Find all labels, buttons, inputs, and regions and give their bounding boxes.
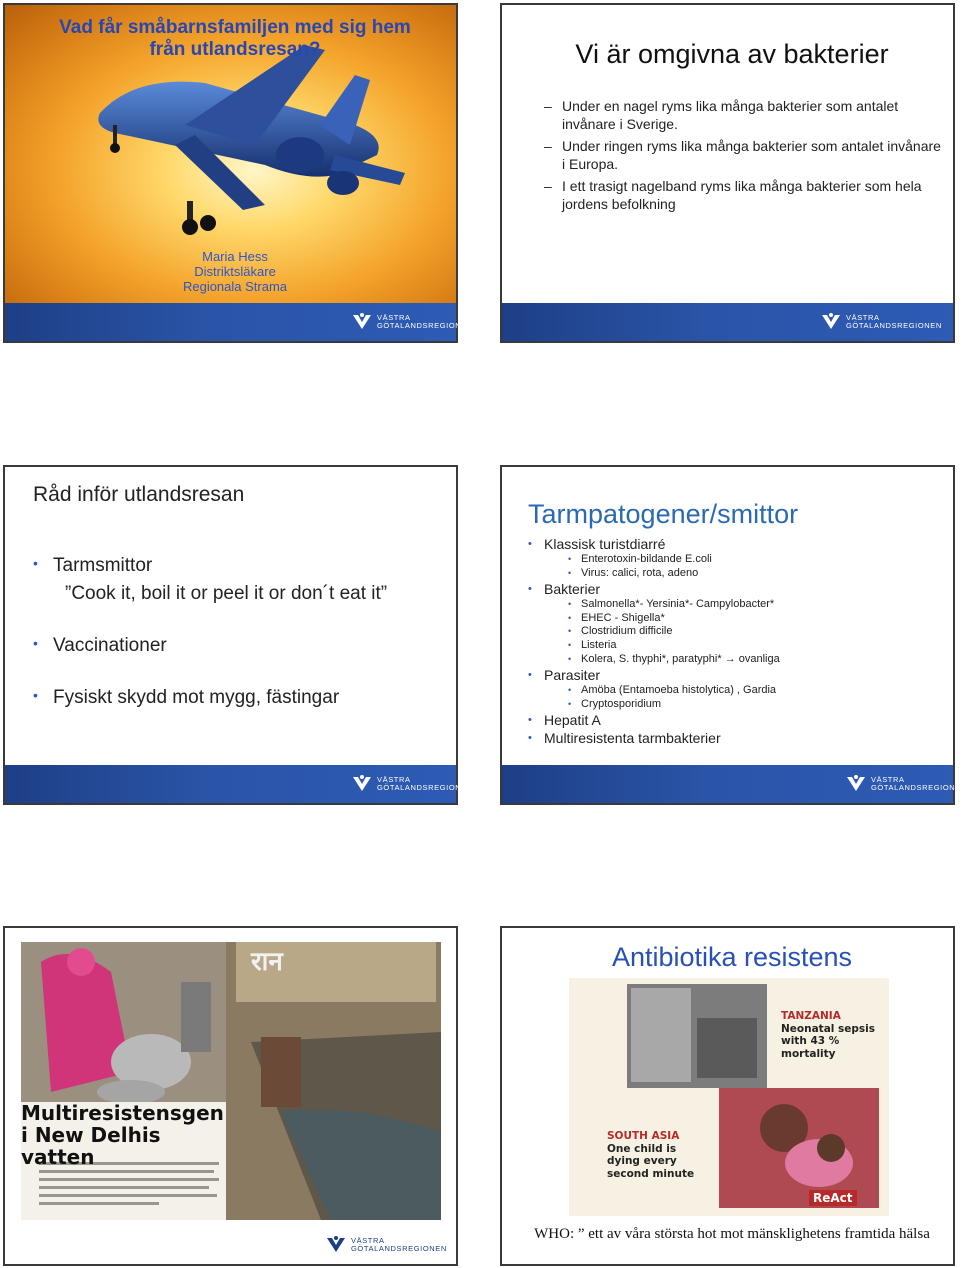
bullet-icon: • — [528, 714, 532, 727]
item-text: Hepatit A — [544, 712, 601, 729]
bullet-icon: • — [33, 635, 38, 651]
sub-list-item — [568, 698, 938, 712]
tanzania-line: with 43 % — [781, 1035, 840, 1047]
slide-title: Tarmpatogener/smittor — [528, 499, 799, 529]
sub-list-item — [568, 684, 938, 698]
south-asia-line: second minute — [607, 1167, 695, 1180]
item-text: Parasiter — [544, 667, 601, 684]
sub-list-item — [568, 639, 938, 653]
slide-footer — [5, 303, 473, 341]
item-text: Enterotoxin-bildande E.coli — [581, 553, 712, 565]
slide-title: Råd inför utlandsresan — [33, 483, 245, 506]
list-item — [528, 729, 938, 747]
sub-list-item — [568, 625, 938, 639]
logo-line: GÖTALANDSREGIONEN — [377, 321, 473, 330]
quote-content: Cook it, boil it or peel it or don´t eat it — [71, 583, 381, 604]
slide-footer — [502, 765, 967, 803]
bullet-icon: • — [568, 567, 572, 578]
item-text: Salmonella*- Yersinia*- Campylobacter* — [581, 598, 775, 611]
tanzania-line: Neonatal sepsis — [781, 1022, 876, 1035]
bullet-icon: • — [568, 698, 572, 709]
bullet-icon: • — [568, 612, 572, 623]
logo-line: VÄSTRA — [377, 774, 411, 784]
item-text: Amöba (Entamoeba histolytica) , Gardia — [581, 684, 777, 697]
logo-line: GÖTALANDSREGIONEN — [846, 321, 942, 330]
vgr-logo-icon — [325, 1234, 347, 1256]
vgr-logo — [845, 772, 967, 796]
sub-list-item — [568, 612, 938, 626]
vgr-logo — [820, 310, 942, 334]
tanzania-label — [781, 1010, 875, 1060]
vgr-logo — [325, 1233, 447, 1257]
who-caption: WHO: ” ett av våra största hot mot mänsklighetens framtida hälsa — [534, 1226, 930, 1242]
slide-footer — [502, 303, 953, 341]
south-asia-label — [607, 1130, 694, 1180]
bullet-icon: • — [568, 685, 572, 696]
vgr-logo-icon — [820, 311, 842, 333]
sub-list-item — [568, 567, 938, 581]
list-item — [528, 580, 938, 598]
vgr-logo — [351, 310, 473, 334]
vgr-logo-icon — [351, 773, 373, 795]
logo-line: VÄSTRA — [846, 312, 880, 322]
headline-line: i New Delhis vatten — [21, 1123, 161, 1169]
south-asia-line: SOUTH ASIA — [607, 1130, 680, 1142]
author-block — [125, 249, 345, 294]
list-item — [33, 635, 443, 657]
sub-list-item — [568, 653, 938, 667]
author-role: Distriktsläkare — [194, 264, 276, 279]
item-text: Tarmsmittor — [53, 555, 153, 576]
logo-line: GÖTALANDSREGIONEN — [377, 783, 473, 792]
bullet-icon: • — [33, 687, 38, 703]
logo-line: GÖTALANDSREGIONEN — [871, 783, 967, 792]
headline-line: Multiresistensgen — [21, 1101, 224, 1125]
bullet-icon: • — [528, 669, 532, 682]
bullet-icon: • — [568, 626, 572, 637]
item-text: Kolera, S. thyphi*, paratyphi* → ovanliga — [581, 652, 780, 665]
list-item: – Under ringen ryms lika många bakterier som antalet invånare i Europa. — [544, 137, 944, 173]
slide-footer — [5, 765, 473, 803]
logo-line: VÄSTRA — [351, 1235, 385, 1245]
react-logo: ReAct — [809, 1190, 857, 1206]
item-text: Vaccinationer — [53, 635, 167, 656]
bullet-list — [33, 555, 443, 709]
bullet-icon: • — [568, 599, 572, 610]
list-item — [33, 555, 443, 577]
quote-text: ”Cook it, boil it or peel it or don´t eat it” — [65, 583, 388, 604]
slide-title — [45, 17, 425, 61]
list-item: – Under en nagel ryms lika många bakterier som antalet invånare i Sverige. — [544, 97, 944, 133]
slide-antibiotic-resistance — [500, 926, 955, 1266]
water-scene-image — [21, 942, 441, 1220]
newspaper-headline — [21, 1101, 224, 1169]
vgr-logo-icon — [351, 311, 373, 333]
bullet-icon: • — [528, 732, 532, 745]
newspaper-photo — [21, 942, 441, 1220]
bullet-icon: • — [528, 538, 532, 550]
item-text: Klassisk turistdiarré — [544, 536, 666, 552]
item-text: Multiresistenta tarmbakterier — [544, 730, 721, 747]
title-line: Vad får småbarnsfamiljen med sig hem — [59, 17, 411, 38]
bullet-icon: • — [568, 639, 572, 650]
slide-new-delhi — [3, 926, 458, 1266]
bullet-icon: • — [528, 583, 532, 596]
sub-list-item — [568, 598, 938, 612]
logo-line: VÄSTRA — [377, 312, 411, 322]
slide-title: Antibiotika resistens — [611, 942, 853, 972]
slide-travel-advice — [3, 465, 473, 805]
logo-line: VÄSTRA — [871, 774, 905, 784]
item-text: Clostridium difficile — [581, 625, 673, 638]
bullet-icon: • — [33, 555, 38, 571]
south-asia-line: One child is — [607, 1142, 677, 1155]
slide-title-travel — [3, 3, 473, 343]
tanzania-line: TANZANIA — [781, 1010, 841, 1022]
item-text: Listeria — [581, 638, 617, 651]
item-text: Cryptosporidium — [581, 697, 662, 710]
sub-list-item — [568, 553, 938, 567]
item-text: EHEC - Shigella* — [581, 611, 665, 624]
bullet-icon: • — [568, 653, 572, 664]
bullet-list — [544, 97, 944, 217]
list-item — [33, 687, 443, 709]
slide-footer — [5, 1226, 456, 1264]
bullet-icon: • — [568, 554, 572, 564]
vgr-logo — [351, 772, 473, 796]
author-org: Regionala Strama — [182, 279, 288, 294]
slide-title: Vi är omgivna av bakterier — [575, 39, 889, 69]
author-name: Maria Hess — [202, 249, 268, 264]
bullet-list — [528, 535, 938, 747]
list-item — [528, 535, 938, 553]
item-text: Virus: calici, rota, adeno — [581, 566, 699, 579]
tanzania-line: mortality — [781, 1047, 836, 1060]
title-line: från utlandsresan? — [149, 39, 321, 60]
list-item — [528, 711, 938, 729]
item-text: Fysiskt skydd mot mygg, fästingar — [53, 687, 340, 708]
list-item — [528, 666, 938, 684]
slide-pathogens — [500, 465, 967, 805]
south-asia-line: dying every — [607, 1155, 677, 1167]
vgr-logo-icon — [845, 773, 867, 795]
item-text: Bakterier — [544, 581, 601, 598]
list-item: – I ett trasigt nagelband ryms lika många bakterier som hela jordens befolkning — [544, 177, 944, 213]
logo-line: GÖTALANDSREGIONEN — [351, 1244, 447, 1253]
slide-bacteria — [500, 3, 955, 343]
sign-text: रान — [251, 947, 283, 977]
react-poster — [569, 978, 889, 1216]
